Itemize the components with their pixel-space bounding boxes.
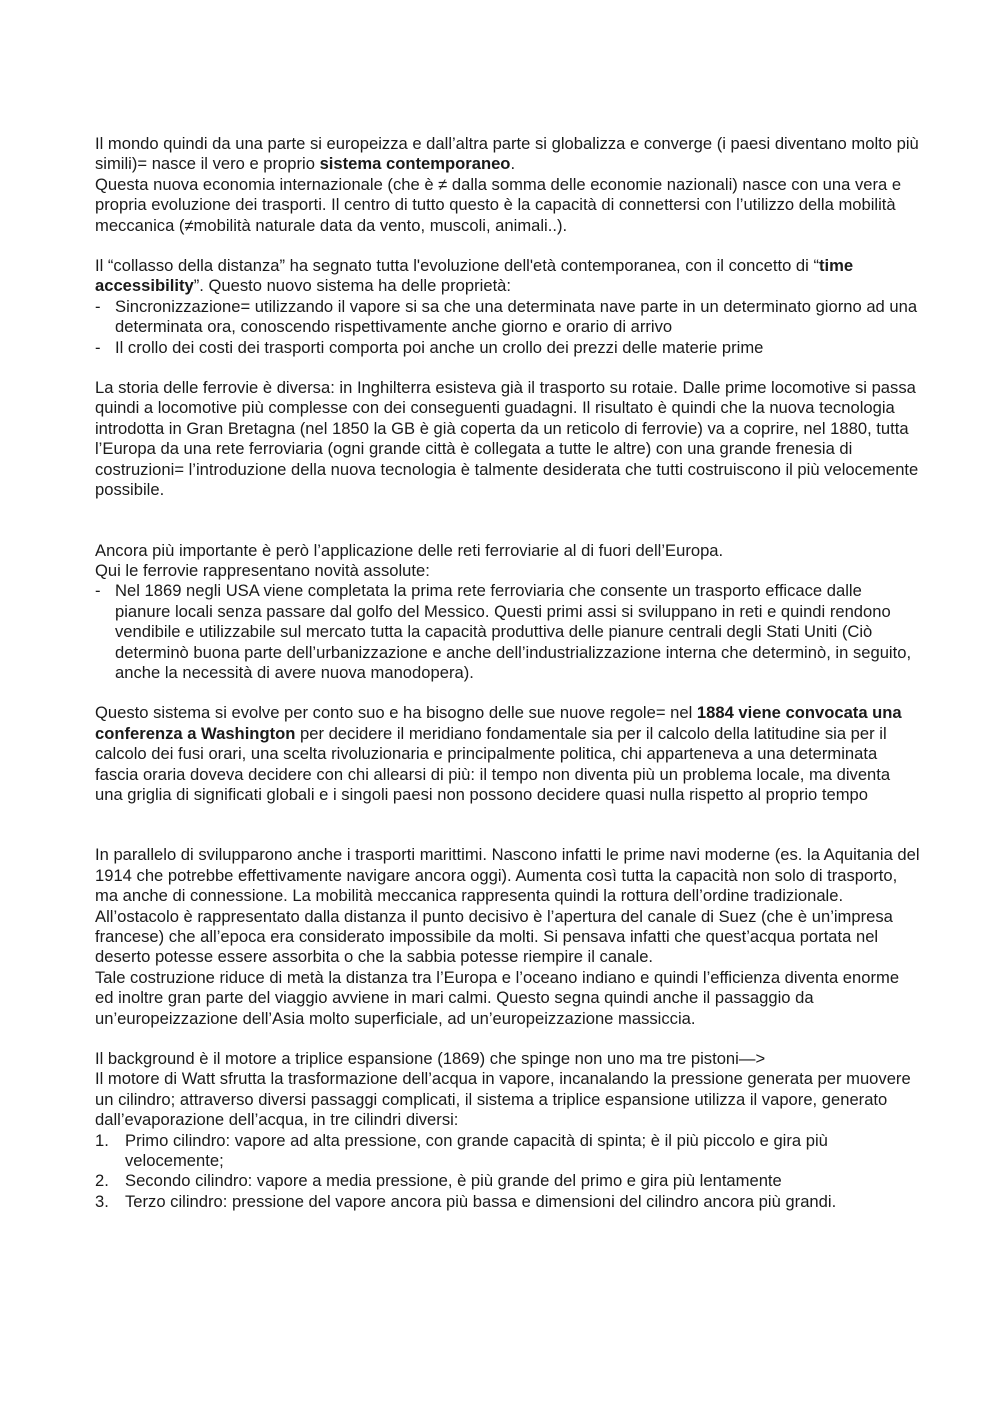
dash-bullet: - <box>95 296 101 316</box>
bold-sistema-contemporaneo: sistema contemporaneo <box>319 154 511 174</box>
bold-time-accessibility: time accessibility <box>95 256 854 296</box>
list-item: - Nel 1869 negli USA viene completata la prima rete ferroviaria che consente un trasporto efficace dalle pianure locali senza passare dal golfo del Messico. Questi primi assi si sviluppano in reti e quindi rendono vendibile e utilizzabile sul mercato tutta la capacità produttiva delle pianure centrali degli Stati Uniti (Ciò determinò buona parte dell’urbanizzazione e anche dell’industrializzazione interna che determinò, in seguito, anche la necessità di avere nuova manodopera). <box>95 581 912 682</box>
paragraph-reti-fuori-europa: Ancora più importante è però l’applicazione delle reti ferroviarie al di fuori dell’Europa. <box>95 540 724 560</box>
paragraph-canale-suez: Tale costruzione riduce di metà la distanza tra l’Europa e l’oceano indiano e quindi l’efficienza diventa enorme ed inoltre gran parte del viaggio avviene in mari calmi. Questo segna quindi anche il passaggio da un’europeizzazione dell’Asia molto superficiale, ad un’europeizzazione massiccia. <box>95 967 900 1028</box>
list-number: 2. <box>95 1171 109 1191</box>
paragraph-storia-ferrovie: La storia delle ferrovie è diversa: in Inghilterra esisteva già il trasporto su rotaie. Dalle prime locomotive si passa quindi a locomotive più complesse con dei conseguenti guadagni. Il risultato è quindi che la nuova tecnologia introdotta in Gran Bretagna (nel 1850 la GB è già coperta da un reticolo di ferrovie) va a coprire, nel 1880, tutta l’Europa da una rete ferroviaria (ogni grande città è collegata a tutte le altre) con una grande frenesia di costruzioni= l’introduzione della nuova tecnologia è talmente desiderata che tutti costruiscono il più velocemente possibile. <box>95 378 919 500</box>
paragraph-europeizzazione: Il mondo quindi da una parte si europeizza e dall’altra parte si globalizza e converge (i paesi diventano molto più simili)= nasce il vero e proprio sistema contemporaneo. <box>95 134 919 174</box>
list-item: - Il crollo dei costi dei trasporti comporta poi anche un crollo dei prezzi delle materie prime <box>95 337 764 357</box>
paragraph-trasporti-marittimi: In parallelo di svilupparono anche i trasporti marittimi. Nascono infatti le prime navi moderne (es. la Aquitania del 1914 che potrebbe effettivamente navigare ancora oggi). Aumenta così tutta la capacità non solo di trasporto, ma anche di connessione. La mobilità meccanica rappresenta quindi la rottura dell’ordine tradizionale. All’ostacolo è rappresentato dalla distanza il punto decisivo è l’apertura del canale di Suez (che è un’impresa francese) che all’epoca era considerato impossibile da molti. Si pensava infatti che quest’acqua portata nel deserto potesse essere assorbita o che la sabbia potesse riempire il canale. <box>95 845 920 967</box>
paragraph-novita-assolute: Qui le ferrovie rappresentano novità assolute: <box>95 560 430 580</box>
paragraph-collasso-distanza: Il “collasso della distanza” ha segnato tutta l'evoluzione dell'età contemporanea, con il concetto di “time accessibility”. Questo nuovo sistema ha delle proprietà: <box>95 256 854 296</box>
numbered-list-item: 3. Terzo cilindro: pressione del vapore ancora più bassa e dimensioni del cilindro ancora più grandi. <box>95 1191 837 1211</box>
dash-bullet: - <box>95 581 101 601</box>
paragraph-motore-triplice: Il background è il motore a triplice espansione (1869) che spinge non uno ma tre pistoni—> <box>95 1049 766 1069</box>
numbered-list-item: 2. Secondo cilindro: vapore a media pressione, è più grande del primo e gira più lentamente <box>95 1171 782 1191</box>
list-number: 1. <box>95 1130 109 1150</box>
list-item: - Sincronizzazione= utilizzando il vapore si sa che una determinata nave parte in un determinato giorno ad una determinata ora, conoscendo rispettivamente anche giorno e orario di arrivo <box>95 296 918 337</box>
paragraph-economia-internazionale: Questa nuova economia internazionale (che è ≠ dalla somma delle economie nazionali) nasce con una vera e propria evoluzione dei trasporti. Il centro di tutto questo è la capacità di connettersi con l’utilizzo della mobilità meccanica (≠mobilità naturale data da vento, muscoli, animali..). <box>95 174 902 235</box>
paragraph-conferenza-washington: Questo sistema si evolve per conto suo e ha bisogno delle sue nuove regole= nel 1884 viene convocata una conferenza a Washington per decidere il meridiano fondamentale sia per il calcolo della latitudine sia per il calcolo dei fusi orari, una scelta rivoluzionaria e principalmente politica, chi apparteneva a una determinata fascia oraria doveva decidere con chi allearsi di più: il tempo non diventa più un problema locale, ma diventa una griglia di significati globali e i singoli paesi non possono decidere quasi nulla rispetto al proprio tempo <box>95 703 902 804</box>
list-number: 3. <box>95 1191 109 1211</box>
bold-conferenza-washington: 1884 viene convocata una conferenza a Washington <box>95 703 902 743</box>
numbered-list-item: 1. Primo cilindro: vapore ad alta pressione, con grande capacità di spinta; è il più piccolo e gira più velocemente; <box>95 1130 828 1171</box>
paragraph-motore-watt: Il motore di Watt sfrutta la trasformazione dell’acqua in vapore, incanalando la pressione generata per muovere un cilindro; attraverso diversi passaggi complicati, il sistema a triplice espansione utilizza il vapore, generato dall’evaporazione dell’acqua, in tre cilindri diversi: <box>95 1069 911 1130</box>
dash-bullet: - <box>95 337 101 357</box>
